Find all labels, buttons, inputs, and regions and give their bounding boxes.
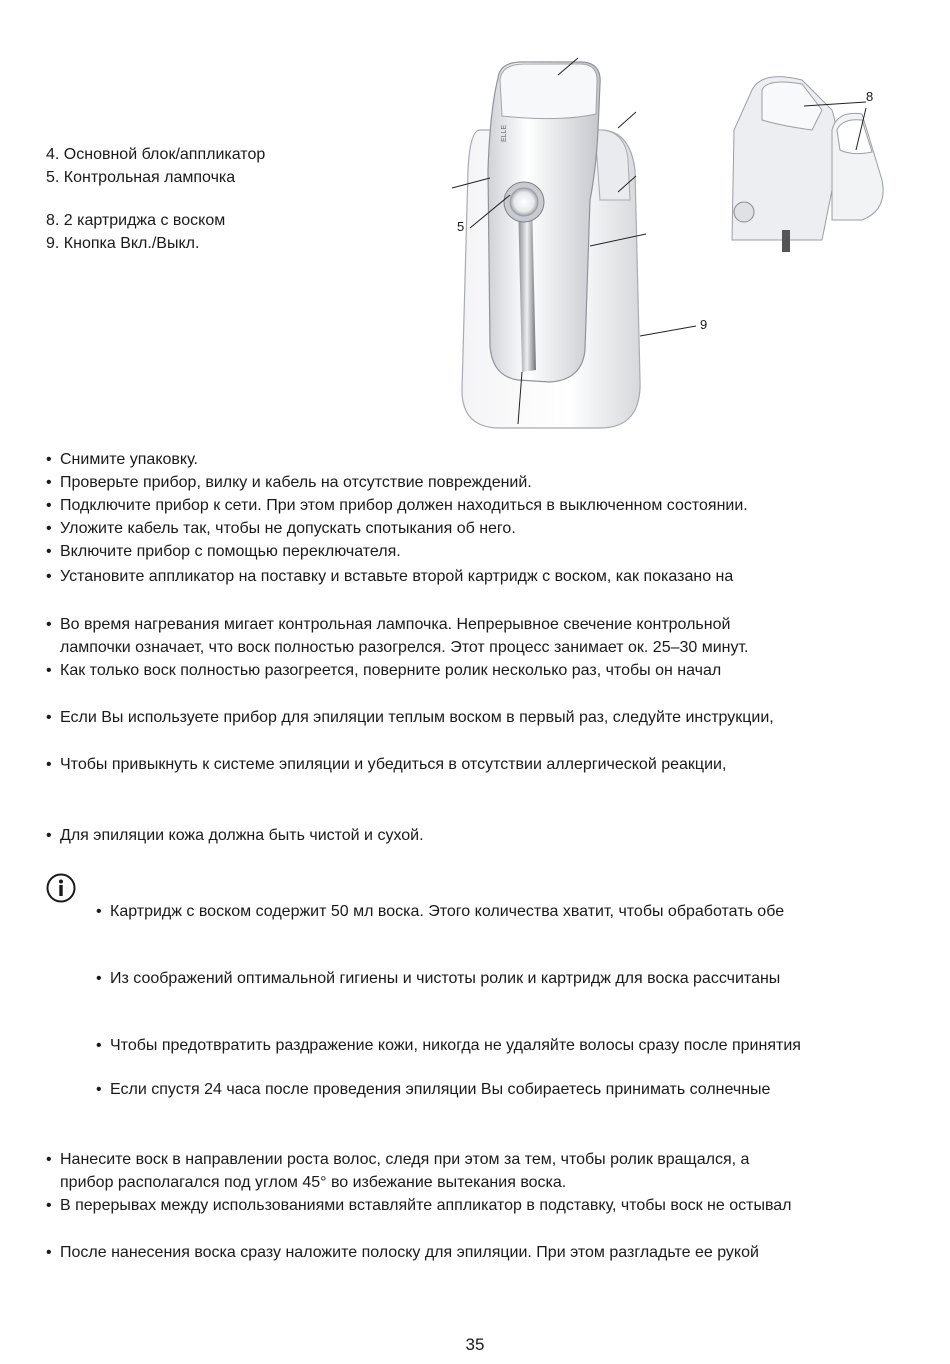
info-item: • Чтобы предотвратить раздражение кожи, никогда не удаляйте волосы сразу после принятия <box>96 1037 801 1054</box>
list-item: • Установите аппликатор на поставку и вставьте второй картридж с воском, как показано на <box>46 568 734 585</box>
list-item: • Если Вы используете прибор для эпиляции теплым воском в первый раз, следуйте инструкции, <box>46 709 774 726</box>
info-item: • Из соображений оптимальной гигиены и чистоты ролик и картридж для воска рассчитаны <box>96 970 781 987</box>
list-item: • В перерывах между использованиями вставляйте аппликатор в подставку, чтобы воск не остывал <box>46 1197 792 1214</box>
info-icon <box>46 873 76 903</box>
page-number: 35 <box>465 1335 485 1354</box>
list-item: • Для эпиляции кожа должна быть чистой и сухой. <box>46 827 424 844</box>
list-item: • Включите прибор с помощью переключателя. <box>46 543 401 560</box>
list-item: • Снимите упаковку. <box>46 451 198 468</box>
list-item: • После нанесения воска сразу наложите полоску для эпиляции. При этом разгладьте ее рукой <box>46 1244 759 1261</box>
info-item: • Если спустя 24 часа после проведения эпиляции Вы собираетесь принимать солнечные <box>96 1081 771 1098</box>
list-item: • Проверьте прибор, вилку и кабель на отсутствие повреждений. <box>46 474 532 491</box>
list-item: • Уложите кабель так, чтобы не допускать спотыкания об него. <box>46 520 516 537</box>
list-item: • Как только воск полностью разогреется, поверните ролик несколько раз, чтобы он начал <box>46 662 722 679</box>
part-9: 9. Кнопка Вкл./Выкл. <box>46 235 200 252</box>
list-item: • Нанесите воск в направлении роста волос, следя при этом за тем, чтобы ролик вращался, а прибор располагался под углом 45° во избежание вытекания воска. <box>46 1151 750 1191</box>
part-4: 4. Основной блок/аппликатор <box>46 146 266 163</box>
device-illustration <box>440 50 720 430</box>
brand-label: ELLE <box>501 124 508 142</box>
list-item: • Во время нагревания мигает контрольная лампочка. Непрерывное свечение контрольной лампочки означает, что воск полностью разогрелся. Этот процесс занимает ок. 25–30 минут. <box>46 616 749 656</box>
list-item: • Чтобы привыкнуть к системе эпиляции и убедиться в отсутствии аллергической реакции, <box>46 756 727 773</box>
parts-list <box>46 143 265 255</box>
list-item: • Подключите прибор к сети. При этом прибор должен находиться в выключенном состоянии. <box>46 497 748 514</box>
part-5: 5. Контрольная лампочка <box>46 169 236 186</box>
info-item: • Картридж с воском содержит 50 мл воска. Этого количества хватит, чтобы обработать обе <box>96 903 785 920</box>
callout-5: 5 <box>457 219 465 234</box>
callout-9: 9 <box>700 317 708 332</box>
cartridge-inset-illustration <box>722 70 902 255</box>
callout-8: 8 <box>866 89 874 104</box>
part-8: 8. 2 картриджа с воском <box>46 212 226 229</box>
